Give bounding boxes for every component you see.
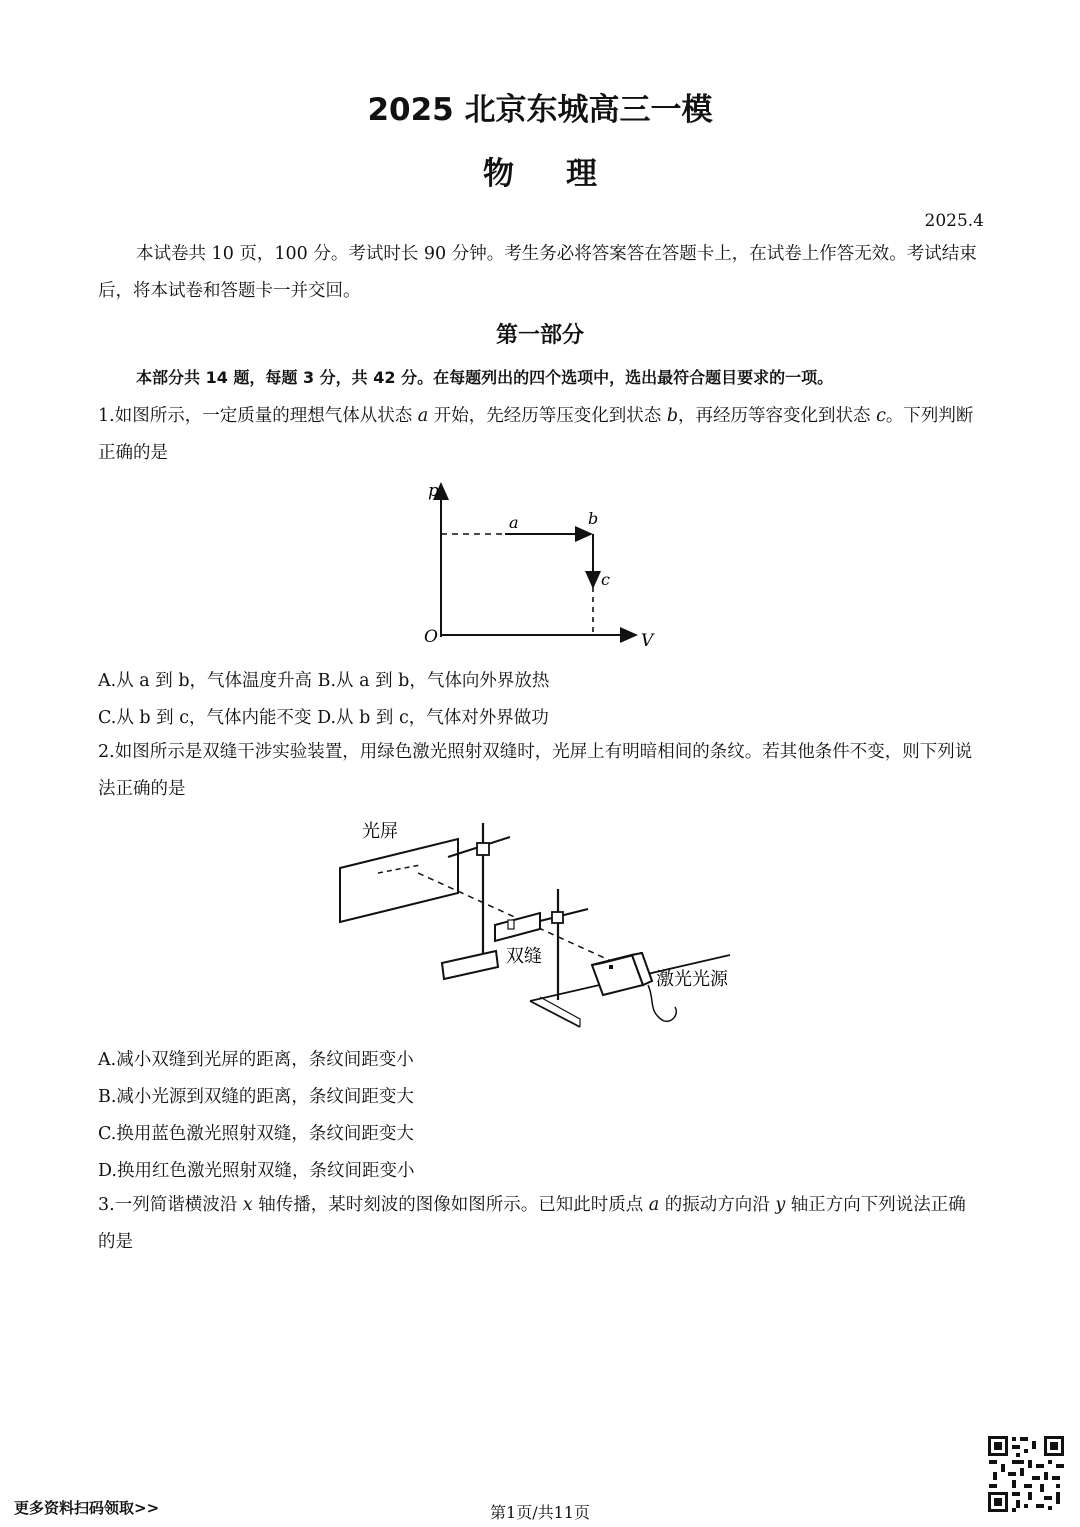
q3-stem-part: 3.一列简谐横波沿: [98, 1195, 243, 1215]
exam-title: 2025 北京东城高三一模: [367, 92, 713, 128]
left-stand-base: [442, 951, 498, 979]
q3-stem-part: 轴正方向下列说法正确的是: [98, 1195, 966, 1252]
q1-var-c: c: [876, 406, 886, 426]
origin-label: O: [424, 627, 438, 647]
q1-pv-diagram: [410, 476, 670, 652]
q3-stem-part: 的振动方向沿: [659, 1195, 776, 1215]
laser-cable: [648, 985, 676, 1021]
slit-marker: [508, 920, 514, 929]
part-instructions: 本部分共 14 题，每题 3 分，共 42 分。在每题列出的四个选项中，选出最符合题目要求的一项。: [136, 368, 834, 387]
q3-var-x: x: [242, 1195, 253, 1215]
p-axis-label: p: [428, 481, 439, 501]
footer-promo-link[interactable]: 更多资料扫码领取>>: [14, 1499, 160, 1517]
point-c-label: c: [601, 570, 610, 589]
exam-date: 2025.4: [924, 211, 984, 231]
q2-option-a: A.减小双缝到光屏的距离，条纹间距变小: [98, 1050, 414, 1070]
q2-stem: 2.如图所示是双缝干涉实验装置，用绿色激光照射双缝时，光屏上有明暗相间的条纹。若其他条件不变，则下列说法正确的是: [98, 742, 973, 799]
label-screen: 光屏: [362, 821, 398, 842]
point-b-label: b: [588, 509, 599, 528]
q3-stem: [98, 1187, 980, 1261]
q1-stem-part: 。下列判断正确的是: [98, 406, 974, 463]
q1-options-line-2: C.从 b 到 c，气体内能不变 D.从 b 到 c，气体对外界做功: [98, 708, 549, 728]
left-clamp: [477, 843, 489, 855]
right-clamp: [552, 912, 563, 923]
right-clamp-arm: [540, 909, 588, 921]
q1-stem-part: 开始，先经历等压变化到状态: [428, 406, 667, 426]
q2-option-c: C.换用蓝色激光照射双缝，条纹间距变大: [98, 1124, 414, 1144]
double-slit: [495, 913, 540, 941]
subject-title: [0, 148, 1080, 193]
q3-var-y: y: [775, 1195, 786, 1215]
label-laser-source: 激光光源: [656, 969, 728, 990]
q2-apparatus-diagram: [330, 815, 750, 1035]
intro-text: 本试卷共 10 页，100 分。考试时长 90 分钟。考生务必将答案答在答题卡上，在试卷上作答无效。考试结束后，将本试卷和答题卡一并交回。: [98, 244, 977, 301]
light-screen: [340, 839, 458, 922]
v-axis-label: V: [641, 631, 654, 651]
q2-option-b: B.减小光源到双缝的距离，条纹间距变大: [98, 1087, 414, 1107]
label-double-slit: 双缝: [506, 946, 542, 967]
q1-stem: [98, 398, 980, 472]
q1-stem-part: 1.如图所示，一定质量的理想气体从状态: [98, 406, 418, 426]
q1-options-line-1: A.从 a 到 b，气体温度升高 B.从 a 到 b，气体向外界放热: [98, 671, 550, 691]
part-title: 第一部分: [495, 323, 584, 348]
subject-char-1: 物: [483, 156, 514, 192]
q1-var-b: b: [666, 406, 679, 426]
q3-var-a: a: [648, 1195, 660, 1215]
q2-option-d: D.换用红色激光照射双缝，条纹间距变小: [98, 1161, 415, 1181]
q1-var-a: a: [417, 406, 429, 426]
page-number: 第1页/共11页: [490, 1503, 590, 1522]
point-a-label: a: [509, 513, 519, 532]
subject-char-2: 理: [566, 156, 597, 192]
q1-stem-part: ，再经历等容变化到状态: [678, 406, 877, 426]
q3-stem-part: 轴传播，某时刻波的图像如图所示。已知此时质点: [252, 1195, 649, 1215]
laser-aperture: [609, 965, 613, 969]
table-edge-front: [540, 997, 580, 1027]
